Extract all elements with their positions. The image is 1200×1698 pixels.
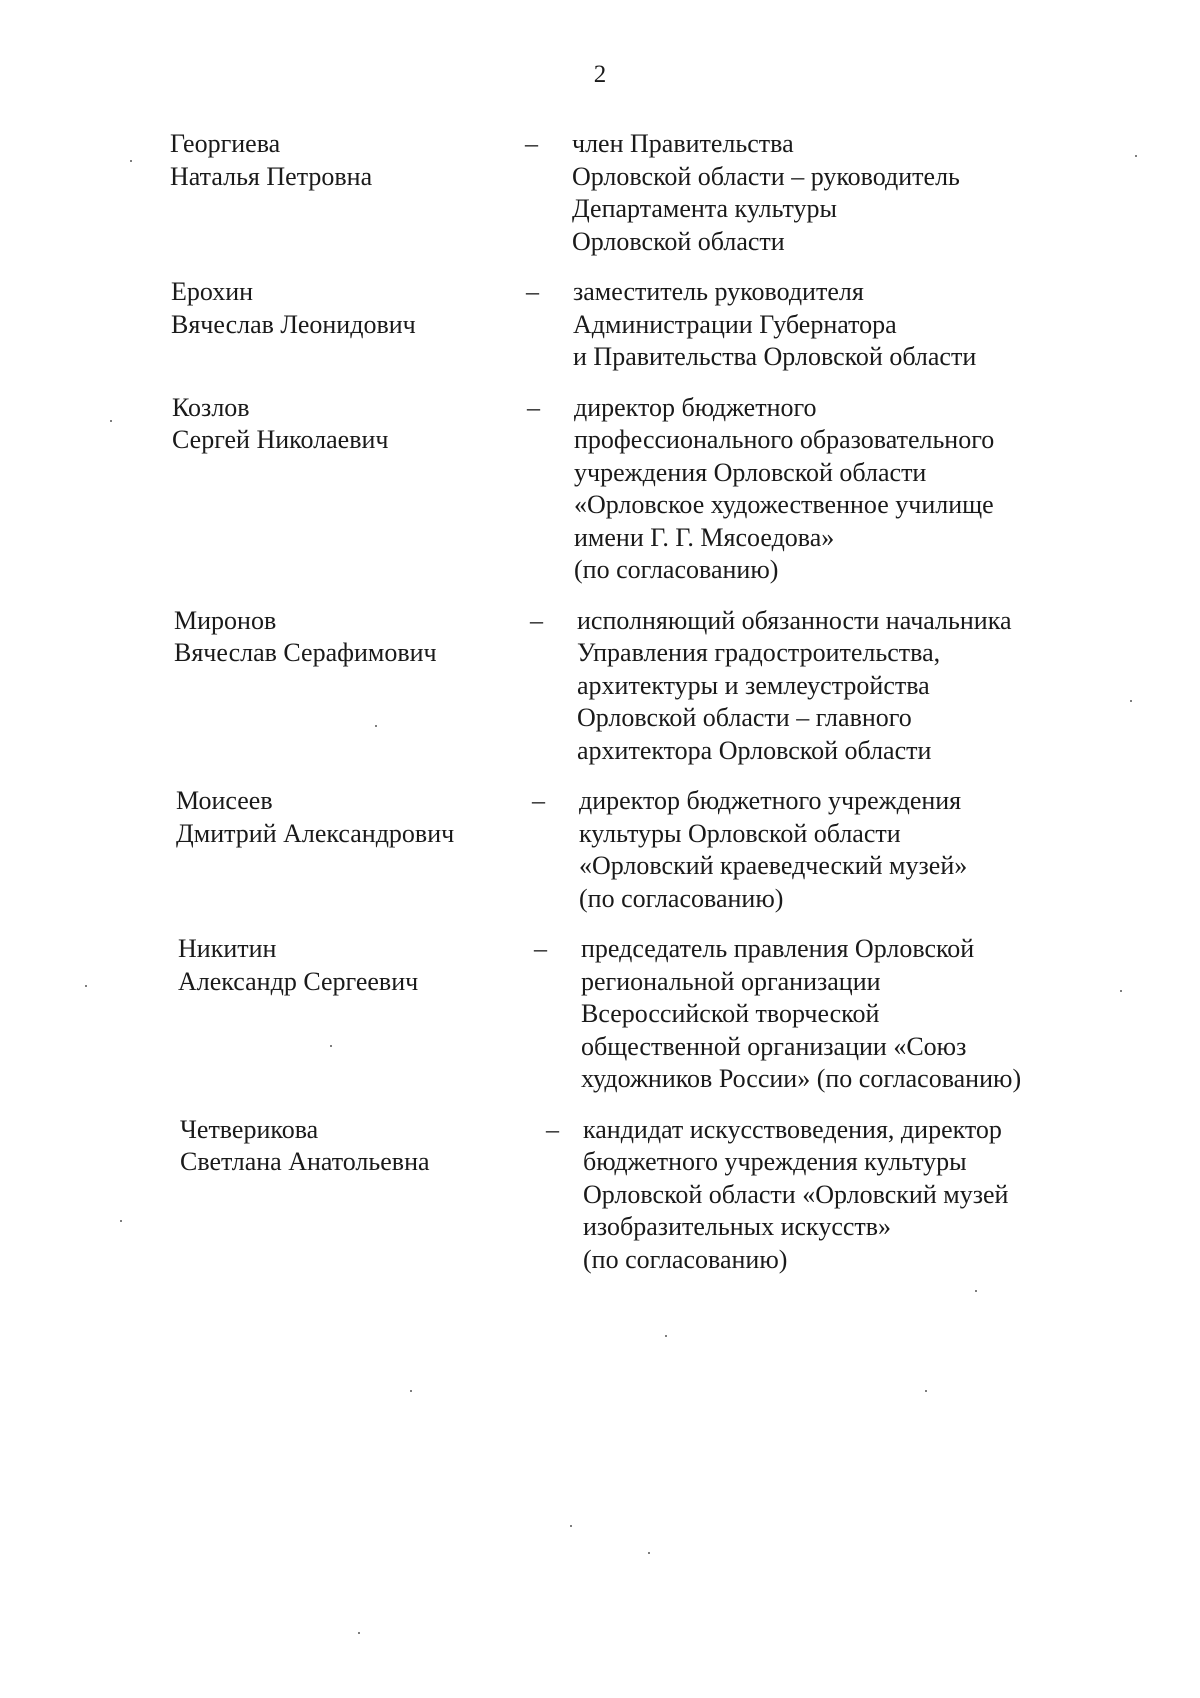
member-role-line: председатель правления Орловской [581, 934, 975, 963]
member-list [0, 128, 1200, 1294]
member-dash: – [526, 277, 539, 306]
member-given-names: Сергей Николаевич [172, 425, 389, 454]
member-role-line: член Правительства [572, 129, 794, 158]
member-role-line: (по согласованию) [579, 883, 784, 913]
member-surname: Козлов [172, 392, 250, 422]
member-role-line: имени Г. Г. Мясоедова» [574, 522, 835, 552]
member-role [574, 392, 994, 587]
member-dash: – [525, 129, 538, 158]
scan-speck [570, 1525, 572, 1527]
member-given-names: Наталья Петровна [170, 161, 373, 191]
member-entry [0, 276, 1200, 392]
member-role-line: Орловской области «Орловский музей [583, 1179, 1009, 1209]
member-surname: Моисеев [176, 786, 273, 815]
member-entry [0, 933, 1200, 1114]
member-role-line: региональной организации [581, 966, 881, 996]
member-role [573, 276, 976, 374]
member-role [579, 785, 967, 915]
member-role-line: архитектора Орловской области [577, 735, 932, 765]
member-role-line: профессионального образовательного [574, 425, 995, 454]
member-dash: – [532, 786, 545, 815]
member-role-line: Департамента культуры [572, 194, 838, 223]
member-surname: Четверикова [180, 1114, 319, 1144]
member-role-line: бюджетного учреждения культуры [583, 1147, 967, 1176]
member-name [171, 276, 416, 341]
scan-speck [130, 160, 132, 162]
member-given-names: Дмитрий Александрович [176, 818, 455, 848]
member-role-line: директор бюджетного учреждения [579, 786, 962, 815]
member-name [170, 128, 372, 193]
member-role [583, 1114, 1008, 1277]
member-role-line: «Орловское художественное училище [574, 490, 994, 519]
member-dash: – [527, 392, 540, 422]
member-role-line: заместитель руководителя [573, 277, 864, 306]
member-role-line: Орловской области – руководитель [572, 161, 960, 191]
scan-speck [410, 1390, 412, 1392]
member-given-names: Светлана Анатольевна [180, 1147, 430, 1176]
scan-speck [358, 1632, 360, 1634]
member-role-line: учреждения Орловской области [574, 457, 927, 487]
scan-speck [665, 1335, 667, 1337]
member-role [572, 128, 960, 258]
member-entry [0, 128, 1200, 276]
member-given-names: Вячеслав Серафимович [174, 638, 437, 667]
member-role-line: (по согласованию) [583, 1244, 788, 1274]
member-dash: – [534, 934, 547, 963]
member-role-line: Орловской области – главного [577, 703, 912, 732]
scan-speck [925, 1390, 927, 1392]
member-dash: – [546, 1114, 559, 1144]
member-role-line: (по согласованию) [574, 555, 779, 584]
member-role-line: кандидат искусствоведения, директор [583, 1114, 1002, 1144]
member-name [180, 1114, 430, 1179]
scan-speck [648, 1552, 650, 1554]
member-name [178, 933, 418, 998]
member-role-line: Всероссийской творческой [581, 999, 880, 1028]
member-entry [0, 605, 1200, 786]
page-number: 2 [593, 61, 607, 88]
member-surname: Георгиева [170, 129, 281, 158]
member-surname: Миронов [174, 605, 277, 635]
member-name [176, 785, 454, 850]
member-given-names: Александр Сергеевич [178, 966, 419, 996]
scan-speck [120, 1220, 122, 1222]
scan-speck [375, 725, 377, 727]
member-role-line: общественной организации «Союз [581, 1031, 967, 1061]
member-role [581, 933, 1021, 1096]
member-role-line: архитектуры и землеустройства [577, 670, 930, 700]
member-role [577, 605, 1011, 768]
member-role-line: изобразительных искусств» [583, 1212, 892, 1241]
scan-speck [110, 420, 112, 422]
member-name [172, 392, 388, 457]
member-role-line: Администрации Губернатора [573, 309, 897, 339]
member-role-line: исполняющий обязанности начальника [577, 605, 1012, 635]
member-role-line: культуры Орловской области [579, 818, 901, 848]
member-dash: – [530, 605, 543, 635]
member-entry [0, 392, 1200, 605]
scan-speck [975, 1290, 977, 1292]
member-surname: Никитин [178, 934, 277, 963]
member-surname: Ерохин [171, 277, 254, 306]
member-entry [0, 1114, 1200, 1295]
scan-speck [85, 985, 87, 987]
member-role-line: художников России» (по согласованию) [581, 1064, 1022, 1093]
member-role-line: и Правительства Орловской области [573, 342, 977, 371]
scan-speck [1130, 700, 1132, 702]
scan-speck [330, 1045, 332, 1047]
member-name [174, 605, 437, 670]
member-role-line: Управления градостроительства, [577, 638, 941, 667]
member-entry [0, 785, 1200, 933]
member-role-line: директор бюджетного [574, 392, 817, 422]
member-role-line: «Орловский краеведческий музей» [579, 851, 968, 880]
scan-speck [1135, 155, 1137, 157]
member-given-names: Вячеслав Леонидович [171, 309, 416, 339]
member-role-line: Орловской области [572, 226, 785, 256]
scan-speck [1120, 990, 1122, 992]
